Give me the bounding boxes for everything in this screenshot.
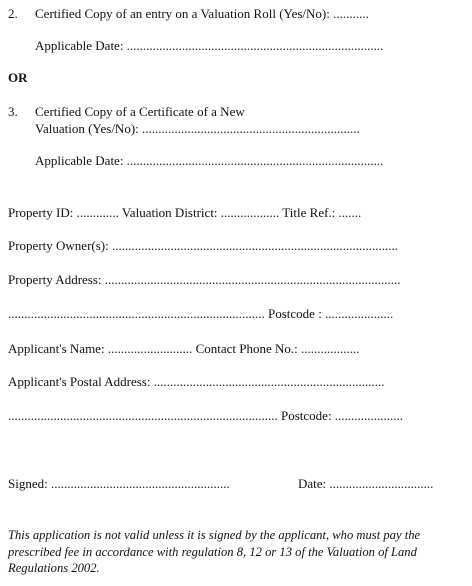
or-label: OR bbox=[8, 70, 28, 85]
item-3-valuation-field[interactable]: Valuation (Yes/No): ................................................................... bbox=[35, 121, 360, 136]
property-address-continued-field[interactable]: ............................................................................... Postcode : ..................... bbox=[8, 306, 394, 321]
applicant-name-row[interactable]: Applicant's Name: .......................... Contact Phone No.: .................. bbox=[8, 341, 360, 356]
item-2-number: 2. bbox=[8, 6, 18, 21]
property-address-field[interactable]: Property Address: ........................................................................................... bbox=[8, 272, 401, 287]
item-2-valuation-roll-field[interactable]: Certified Copy of an entry on a Valuation Roll (Yes/No): ........... bbox=[35, 6, 369, 21]
item-2-applicable-date-field[interactable]: Applicable Date: ............................................................................... bbox=[35, 38, 384, 53]
item-2-row bbox=[8, 6, 369, 22]
item-3-number: 3. bbox=[8, 104, 18, 119]
validity-note: This application is not valid unless it is signed by the applicant, who must pay the prescribed fee in accordance with regulation 8, 12 or 13 of the Valuation of Land Regulations 2002. bbox=[8, 528, 421, 575]
signature-date-field[interactable]: Date: ................................ bbox=[298, 476, 434, 491]
property-id-row[interactable]: Property ID: ............. Valuation District: .................. Title Ref.: ....... bbox=[8, 205, 362, 220]
item-3-applicable-date-field[interactable]: Applicable Date: ............................................................................... bbox=[35, 153, 384, 168]
signed-field[interactable]: Signed: ....................................................... bbox=[8, 476, 230, 491]
property-owners-field[interactable]: Property Owner(s): ........................................................................................ bbox=[8, 238, 398, 253]
item-3-text: Certified Copy of a Certificate of a New bbox=[35, 104, 245, 119]
applicant-postal-address-continued-field[interactable]: ................................................................................... Postcode: ..................... bbox=[8, 408, 404, 423]
applicant-postal-address-field[interactable]: Applicant's Postal Address: ....................................................................... bbox=[8, 374, 385, 389]
item-3-row bbox=[8, 104, 245, 120]
